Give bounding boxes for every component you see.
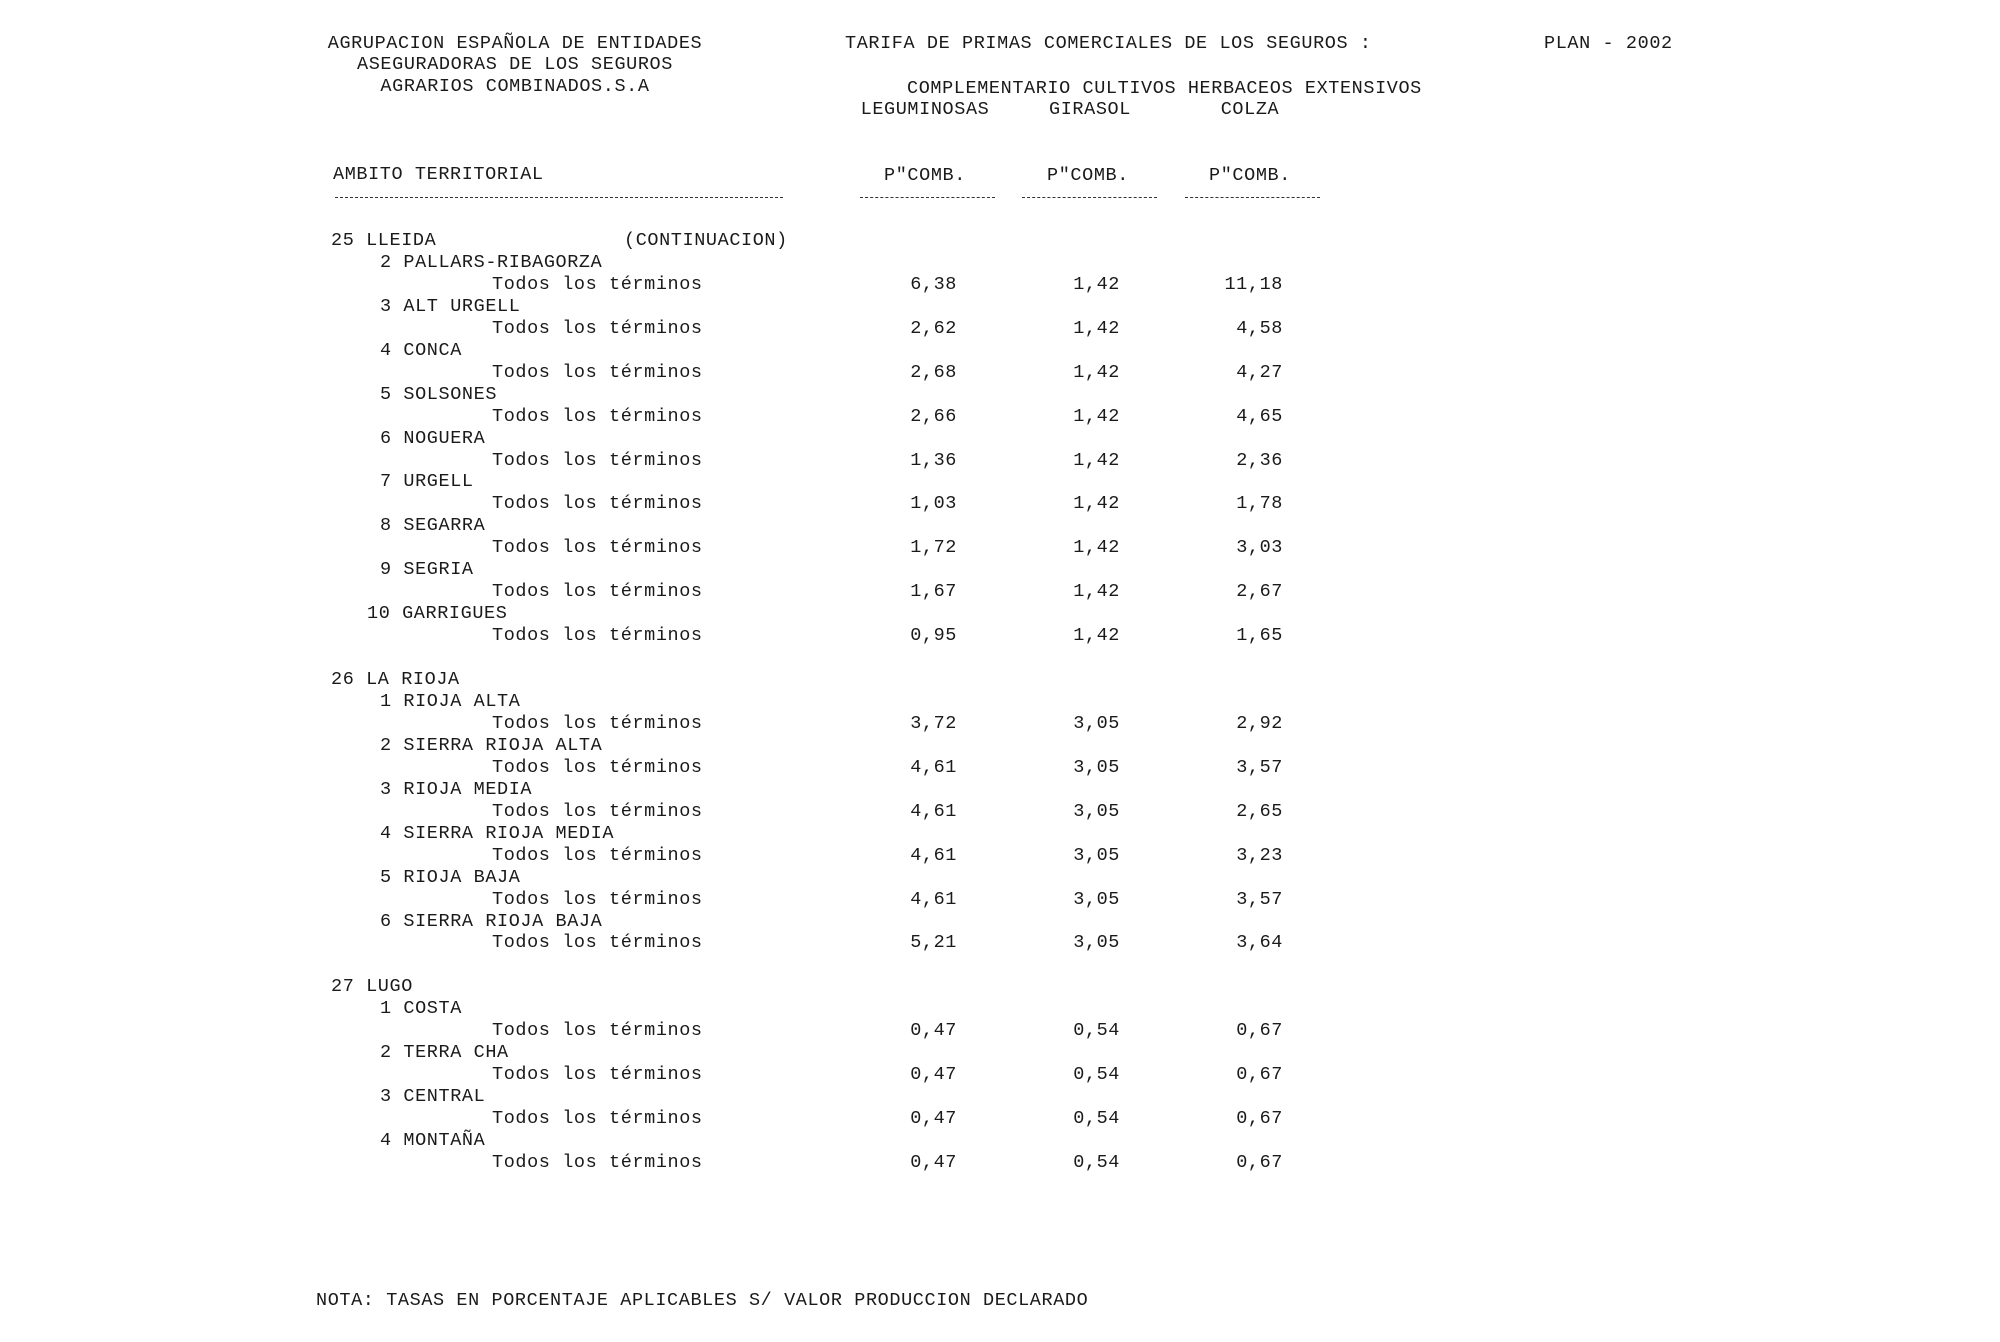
comarca-heading: 2 PALLARS-RIBAGORZA <box>380 251 603 273</box>
value-colza: 2,92 <box>1236 712 1283 734</box>
header-underline-leguminosas <box>860 197 995 198</box>
term-label: Todos los términos <box>492 317 703 339</box>
term-label: Todos los términos <box>492 405 703 427</box>
value-girasol: 1,42 <box>1073 581 1120 603</box>
term-label: Todos los términos <box>492 537 703 559</box>
column-header-colza: P"COMB. <box>1209 165 1291 186</box>
value-leguminosas: 4,61 <box>910 800 957 822</box>
comarca-heading: 6 NOGUERA <box>380 427 486 449</box>
value-colza: 3,57 <box>1236 888 1283 910</box>
term-label: Todos los términos <box>492 756 703 778</box>
document-title: TARIFA DE PRIMAS COMERCIALES DE LOS SEGUROS : <box>845 33 1372 54</box>
value-leguminosas: 0,47 <box>910 1064 957 1086</box>
comarca-heading: 1 RIOJA ALTA <box>380 691 521 712</box>
value-leguminosas: 5,21 <box>910 932 957 954</box>
comarca-heading: 4 SIERRA RIOJA MEDIA <box>380 822 615 844</box>
term-label: Todos los términos <box>492 449 703 471</box>
value-girasol: 3,05 <box>1073 844 1120 866</box>
value-girasol: 0,54 <box>1073 1020 1120 1042</box>
document-subtitle: COMPLEMENTARIO CULTIVOS HERBACEOS EXTENSIVOS <box>907 78 1422 99</box>
value-leguminosas: 0,47 <box>910 1152 957 1173</box>
term-label: Todos los términos <box>492 273 703 295</box>
value-colza: 11,18 <box>1224 273 1283 295</box>
province-heading: 25 LLEIDA <box>331 230 437 251</box>
comarca-heading: 5 SOLSONES <box>380 383 498 405</box>
value-colza: 4,65 <box>1236 405 1283 427</box>
org-name-line-1: AGRUPACION ESPAÑOLA DE ENTIDADES <box>327 33 703 54</box>
value-girasol: 1,42 <box>1073 449 1120 471</box>
value-leguminosas: 4,61 <box>910 756 957 778</box>
value-girasol: 3,05 <box>1073 800 1120 822</box>
term-label: Todos los términos <box>492 625 703 647</box>
comarca-heading: 3 CENTRAL <box>380 1086 486 1108</box>
term-label: Todos los términos <box>492 800 703 822</box>
value-leguminosas: 0,95 <box>910 625 957 647</box>
comarca-heading: 2 TERRA CHA <box>380 1042 509 1064</box>
term-label: Todos los términos <box>492 1064 703 1086</box>
value-girasol: 3,05 <box>1073 888 1120 910</box>
term-label: Todos los términos <box>492 932 703 954</box>
plan-label: PLAN - 2002 <box>1544 33 1673 54</box>
value-leguminosas: 1,72 <box>910 537 957 559</box>
column-header-girasol: P"COMB. <box>1047 165 1129 186</box>
comarca-heading: 2 SIERRA RIOJA ALTA <box>380 734 603 756</box>
value-colza: 4,27 <box>1236 361 1283 383</box>
term-label: Todos los términos <box>492 888 703 910</box>
province-heading: 27 LUGO <box>331 976 413 998</box>
value-leguminosas: 2,68 <box>910 361 957 383</box>
header-underline-colza <box>1185 197 1320 198</box>
org-name-line-2: ASEGURADORAS DE LOS SEGUROS <box>357 54 673 75</box>
value-girasol: 1,42 <box>1073 493 1120 515</box>
comarca-heading: 5 RIOJA BAJA <box>380 866 521 888</box>
value-leguminosas: 6,38 <box>910 273 957 295</box>
value-girasol: 0,54 <box>1073 1064 1120 1086</box>
value-girasol: 3,05 <box>1073 932 1120 954</box>
comarca-heading: 1 COSTA <box>380 998 462 1020</box>
comarca-heading: 3 ALT URGELL <box>380 295 521 317</box>
territory-column-header: AMBITO TERRITORIAL <box>333 164 544 185</box>
value-girasol: 3,05 <box>1073 712 1120 734</box>
crop-girasol: GIRASOL <box>1049 99 1131 120</box>
value-colza: 3,03 <box>1236 537 1283 559</box>
value-leguminosas: 0,47 <box>910 1020 957 1042</box>
value-leguminosas: 3,72 <box>910 712 957 734</box>
continuation-note: (CONTINUACION) <box>624 230 788 251</box>
value-colza: 0,67 <box>1236 1064 1283 1086</box>
value-leguminosas: 2,62 <box>910 317 957 339</box>
value-girasol: 0,54 <box>1073 1108 1120 1130</box>
value-colza: 0,67 <box>1236 1152 1283 1173</box>
province-heading: 26 LA RIOJA <box>331 669 460 691</box>
comarca-heading: 4 MONTAÑA <box>380 1130 486 1152</box>
footer-note: NOTA: TASAS EN PORCENTAJE APLICABLES S/ VALOR PRODUCCION DECLARADO <box>316 1290 1089 1311</box>
term-label: Todos los términos <box>492 361 703 383</box>
value-girasol: 1,42 <box>1073 537 1120 559</box>
comarca-heading: 6 SIERRA RIOJA BAJA <box>380 910 603 932</box>
term-label: Todos los términos <box>492 1020 703 1042</box>
value-girasol: 1,42 <box>1073 361 1120 383</box>
value-colza: 2,65 <box>1236 800 1283 822</box>
term-label: Todos los términos <box>492 712 703 734</box>
value-colza: 4,58 <box>1236 317 1283 339</box>
comarca-heading: 8 SEGARRA <box>380 515 486 537</box>
value-colza: 2,67 <box>1236 581 1283 603</box>
value-colza: 1,78 <box>1236 493 1283 515</box>
comarca-heading: 3 RIOJA MEDIA <box>380 778 533 800</box>
header-underline-territory <box>335 197 783 198</box>
value-leguminosas: 1,67 <box>910 581 957 603</box>
value-leguminosas: 0,47 <box>910 1108 957 1130</box>
value-colza: 0,67 <box>1236 1020 1283 1042</box>
term-label: Todos los términos <box>492 844 703 866</box>
term-label: Todos los términos <box>492 1108 703 1130</box>
value-leguminosas: 1,03 <box>910 493 957 515</box>
value-leguminosas: 1,36 <box>910 449 957 471</box>
value-girasol: 0,54 <box>1073 1152 1120 1173</box>
header-underline-girasol <box>1022 197 1157 198</box>
value-girasol: 1,42 <box>1073 273 1120 295</box>
value-girasol: 3,05 <box>1073 756 1120 778</box>
crop-colza: COLZA <box>1220 99 1280 120</box>
term-label: Todos los términos <box>492 1152 703 1173</box>
value-colza: 3,64 <box>1236 932 1283 954</box>
value-girasol: 1,42 <box>1073 625 1120 647</box>
value-colza: 2,36 <box>1236 449 1283 471</box>
value-leguminosas: 4,61 <box>910 844 957 866</box>
org-name-line-3: AGRARIOS COMBINADOS.S.A <box>380 76 650 97</box>
comarca-heading: 4 CONCA <box>380 339 462 361</box>
crop-leguminosas: LEGUMINOSAS <box>860 99 990 120</box>
comarca-heading: 10 GARRIGUES <box>367 603 508 625</box>
column-header-leguminosas: P"COMB. <box>884 165 966 186</box>
value-girasol: 1,42 <box>1073 317 1120 339</box>
value-leguminosas: 4,61 <box>910 888 957 910</box>
comarca-heading: 7 URGELL <box>380 471 474 493</box>
value-girasol: 1,42 <box>1073 405 1120 427</box>
value-colza: 0,67 <box>1236 1108 1283 1130</box>
term-label: Todos los términos <box>492 581 703 603</box>
value-leguminosas: 2,66 <box>910 405 957 427</box>
value-colza: 3,57 <box>1236 756 1283 778</box>
value-colza: 1,65 <box>1236 625 1283 647</box>
term-label: Todos los términos <box>492 493 703 515</box>
comarca-heading: 9 SEGRIA <box>380 559 474 581</box>
value-colza: 3,23 <box>1236 844 1283 866</box>
